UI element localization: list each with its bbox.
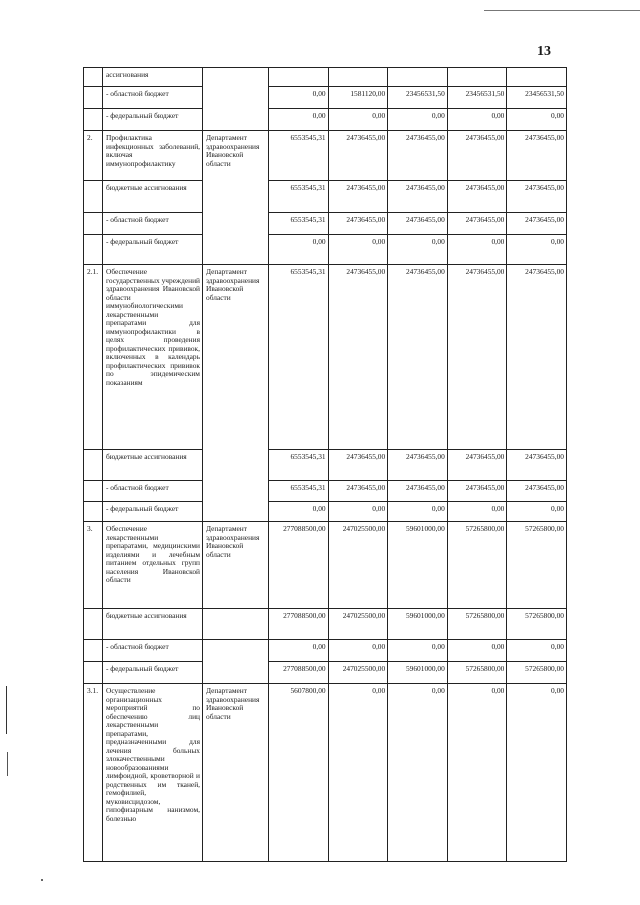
value-cell: 0,00 [269, 235, 329, 265]
executor-cell [203, 68, 269, 131]
value-cell: 277088500,00 [269, 522, 329, 609]
row-number: 3. [84, 522, 103, 609]
value-cell: 0,00 [388, 684, 448, 862]
value-cell: 6553545,31 [269, 131, 329, 181]
value-cell: 24736455,00 [328, 265, 388, 450]
value-cell: 0,00 [328, 109, 388, 131]
value-cell: 0,00 [328, 684, 388, 862]
value-cell: 24736455,00 [507, 131, 567, 181]
value-cell: 0,00 [269, 502, 329, 522]
value-cell [388, 68, 448, 87]
row-name: бюджетные ассигнования [103, 181, 203, 213]
row-number: 2. [84, 131, 103, 181]
value-cell: 6553545,31 [269, 213, 329, 235]
table-row [84, 131, 567, 181]
value-cell: 24736455,00 [507, 181, 567, 213]
table-row [84, 235, 567, 265]
row-name: - федеральный бюджет [103, 662, 203, 684]
value-cell: 24736455,00 [328, 481, 388, 502]
value-cell: 57265800,00 [447, 522, 507, 609]
value-cell: 6553545,31 [269, 265, 329, 450]
value-cell: 24736455,00 [388, 213, 448, 235]
row-name: - областной бюджет [103, 213, 203, 235]
value-cell: 24736455,00 [328, 213, 388, 235]
row-number [84, 87, 103, 109]
value-cell: 57265800,00 [507, 522, 567, 609]
value-cell: 23456531,50 [447, 87, 507, 109]
row-name: бюджетные ассигнования [103, 450, 203, 481]
row-number [84, 662, 103, 684]
value-cell: 24736455,00 [447, 450, 507, 481]
executor-cell: Департамент здравоохранения Ивановской области [203, 131, 269, 265]
table-row [84, 662, 567, 684]
table-row [84, 181, 567, 213]
value-cell: 1581120,00 [328, 87, 388, 109]
scan-artifact-line [7, 752, 8, 776]
table-row [84, 481, 567, 502]
row-number [84, 213, 103, 235]
row-number [84, 502, 103, 522]
value-cell: 24736455,00 [388, 481, 448, 502]
table-row [84, 609, 567, 640]
table-row [84, 684, 567, 862]
scan-artifact-dot [41, 879, 43, 881]
executor-cell: Департамент здравоохранения Ивановской области [203, 265, 269, 522]
row-number [84, 609, 103, 640]
value-cell: 59601000,00 [388, 522, 448, 609]
value-cell: 0,00 [447, 235, 507, 265]
row-number [84, 450, 103, 481]
value-cell: 0,00 [447, 109, 507, 131]
executor-cell [203, 609, 269, 640]
row-name: Осуществление организационных мероприятий по обеспечению лиц лекарственными препаратами, предназначенными для лечения больных злокачественными новообразованиями лимфоидной, кроветворной и родственных им тканей, гемофилией, муковисцидозом, гипофизарным нанизмом, болезнью [103, 684, 203, 862]
value-cell: 6553545,31 [269, 450, 329, 481]
table-row [84, 213, 567, 235]
value-cell: 57265800,00 [507, 662, 567, 684]
row-number [84, 109, 103, 131]
value-cell: 24736455,00 [388, 131, 448, 181]
value-cell: 24736455,00 [507, 450, 567, 481]
value-cell: 24736455,00 [388, 265, 448, 450]
value-cell: 23456531,50 [507, 87, 567, 109]
value-cell: 0,00 [328, 235, 388, 265]
value-cell: 23456531,50 [388, 87, 448, 109]
value-cell: 24736455,00 [328, 181, 388, 213]
value-cell: 277088500,00 [269, 662, 329, 684]
value-cell: 57265800,00 [507, 609, 567, 640]
value-cell: 57265800,00 [447, 662, 507, 684]
value-cell: 24736455,00 [388, 450, 448, 481]
value-cell: 59601000,00 [388, 662, 448, 684]
value-cell: 0,00 [507, 502, 567, 522]
value-cell: 277088500,00 [269, 609, 329, 640]
value-cell: 57265800,00 [447, 609, 507, 640]
value-cell: 0,00 [269, 87, 329, 109]
row-number [84, 181, 103, 213]
value-cell: 0,00 [269, 640, 329, 662]
row-name: Профилактика инфекционных заболеваний, включая иммунопрофилактику [103, 131, 203, 181]
value-cell: 0,00 [507, 235, 567, 265]
row-name: ассигнования [103, 68, 203, 87]
table-row [84, 450, 567, 481]
row-name: бюджетные ассигнования [103, 609, 203, 640]
row-name: - федеральный бюджет [103, 109, 203, 131]
value-cell: 6553545,31 [269, 481, 329, 502]
row-name: - областной бюджет [103, 87, 203, 109]
value-cell: 0,00 [328, 640, 388, 662]
scan-artifact-line [6, 686, 7, 734]
financing-table [83, 67, 567, 862]
row-name: Обеспечение лекарственными препаратами, медицинскими изделиями и лечебным питанием отдельных групп населения Ивановской области [103, 522, 203, 609]
value-cell: 24736455,00 [328, 131, 388, 181]
value-cell [269, 68, 329, 87]
value-cell: 0,00 [447, 640, 507, 662]
row-name: Обеспечение государственных учреждений здравоохранения Ивановской области иммунобиологическими лекарственными препаратами для иммунопрофилактики в целях проведения профилактических прививок, включенных в календарь профилактических прививок по эпидемическим показаниям [103, 265, 203, 450]
row-name: - областной бюджет [103, 640, 203, 662]
value-cell: 6553545,31 [269, 181, 329, 213]
row-name: - федеральный бюджет [103, 235, 203, 265]
value-cell: 247025500,00 [328, 662, 388, 684]
value-cell: 5607800,00 [269, 684, 329, 862]
row-name: - федеральный бюджет [103, 502, 203, 522]
executor-cell: Департамент здравоохранения Ивановской области [203, 522, 269, 609]
value-cell: 0,00 [388, 235, 448, 265]
value-cell: 24736455,00 [447, 213, 507, 235]
value-cell: 0,00 [507, 109, 567, 131]
value-cell: 0,00 [269, 109, 329, 131]
table-row [84, 640, 567, 662]
row-number [84, 481, 103, 502]
value-cell [447, 68, 507, 87]
table-row [84, 109, 567, 131]
value-cell [507, 68, 567, 87]
value-cell: 0,00 [447, 502, 507, 522]
executor-cell [203, 640, 269, 684]
value-cell: 24736455,00 [447, 481, 507, 502]
row-number [84, 235, 103, 265]
value-cell: 24736455,00 [328, 450, 388, 481]
value-cell: 59601000,00 [388, 609, 448, 640]
row-number: 3.1. [84, 684, 103, 862]
value-cell: 24736455,00 [507, 213, 567, 235]
row-name: - областной бюджет [103, 481, 203, 502]
table-row [84, 68, 567, 87]
value-cell: 24736455,00 [447, 265, 507, 450]
page-number: 13 [537, 44, 551, 59]
value-cell: 24736455,00 [507, 265, 567, 450]
row-number [84, 68, 103, 87]
row-number [84, 640, 103, 662]
value-cell: 24736455,00 [447, 181, 507, 213]
table-row [84, 502, 567, 522]
scan-artifact-line [484, 10, 640, 11]
table-row [84, 265, 567, 450]
value-cell: 0,00 [388, 640, 448, 662]
value-cell: 24736455,00 [447, 131, 507, 181]
value-cell: 0,00 [388, 502, 448, 522]
table-row [84, 87, 567, 109]
value-cell: 0,00 [507, 640, 567, 662]
value-cell: 247025500,00 [328, 522, 388, 609]
value-cell: 247025500,00 [328, 609, 388, 640]
value-cell: 0,00 [447, 684, 507, 862]
row-number: 2.1. [84, 265, 103, 450]
executor-cell: Департамент здравоохранения Ивановской области [203, 684, 269, 862]
value-cell: 24736455,00 [388, 181, 448, 213]
value-cell: 0,00 [328, 502, 388, 522]
value-cell: 0,00 [388, 109, 448, 131]
value-cell [328, 68, 388, 87]
value-cell: 24736455,00 [507, 481, 567, 502]
table-row [84, 522, 567, 609]
value-cell: 0,00 [507, 684, 567, 862]
